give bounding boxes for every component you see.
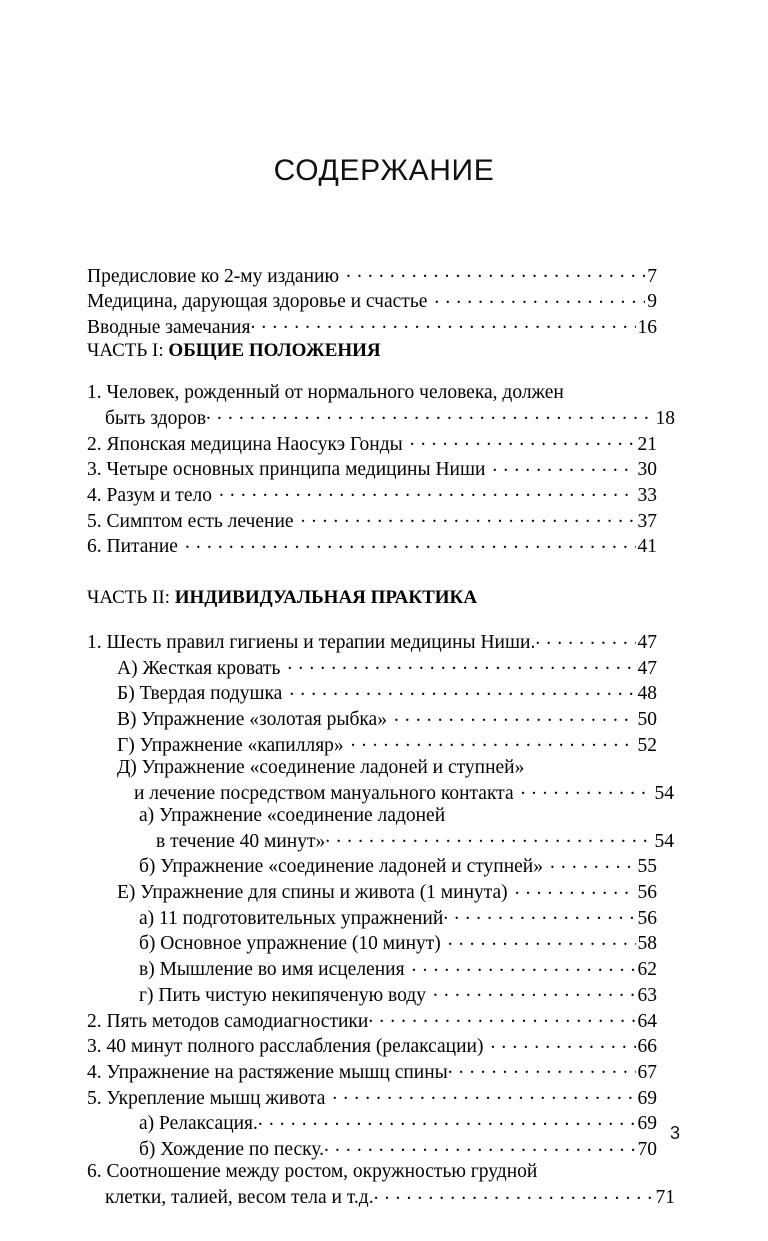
- toc-page-number: 69: [637, 1113, 657, 1135]
- toc-entry-label: 5. Симптом есть лечение: [87, 510, 294, 532]
- toc-page-number: 33: [637, 484, 657, 506]
- toc-entry[interactable]: [87, 430, 657, 456]
- toc-entry-label: 3. 40 минут полного расслабления (релаксации): [87, 1036, 484, 1058]
- toc-page-number: 18: [655, 407, 675, 429]
- toc-page-number: 9: [647, 291, 657, 313]
- toc-entry[interactable]: [139, 804, 674, 853]
- dot-leader: [550, 853, 636, 873]
- dot-leader: [332, 1084, 635, 1104]
- toc-entry[interactable]: [139, 1136, 657, 1162]
- toc-page-number: 66: [637, 1036, 657, 1058]
- dot-leader: [521, 779, 653, 799]
- toc-entry-row: [117, 680, 657, 706]
- toc-entry-row: [139, 1110, 657, 1136]
- dot-leader: [412, 956, 636, 976]
- toc-page-number: 58: [637, 933, 657, 955]
- toc-page-number: 63: [637, 984, 657, 1006]
- toc-entry-row: [139, 1136, 657, 1162]
- part-name: ИНДИВИДУАЛЬНАЯ ПРАКТИКА: [174, 586, 478, 608]
- toc-entry-label: 4. Упражнение на растяжение мышц спины: [87, 1061, 448, 1083]
- toc-page-number: 56: [637, 882, 657, 904]
- toc-entry-label: г) Пить чистую некипяченую воду: [139, 984, 426, 1006]
- dot-leader: [325, 827, 652, 847]
- toc-entry-label: Предисловие ко 2-му изданию: [87, 265, 340, 287]
- toc-entry[interactable]: [87, 1161, 675, 1209]
- toc-entry-label: быть здоров: [105, 407, 207, 429]
- toc-entry-row: [105, 1184, 675, 1210]
- toc-page-number: 62: [637, 959, 657, 981]
- dot-leader: [219, 481, 636, 501]
- toc-entry-label: Медицина, дарующая здоровье и счастье: [87, 291, 428, 313]
- toc-entry[interactable]: [87, 1033, 657, 1059]
- part-label: ЧАСТЬ I:: [87, 340, 164, 362]
- toc-entry-first-line: Д) Упражнение «соединение ладоней и ступней»: [117, 757, 525, 779]
- dot-leader: [351, 731, 636, 751]
- toc-entry-row: [87, 430, 657, 456]
- toc-entry-row: [117, 706, 657, 732]
- toc-entry[interactable]: [139, 956, 657, 982]
- toc-entry[interactable]: [87, 1084, 657, 1110]
- part-entries: [87, 382, 675, 558]
- toc-entry[interactable]: [139, 904, 657, 930]
- toc-page-number: 21: [637, 433, 657, 455]
- toc-entry-row: [139, 904, 657, 930]
- toc-page-number: 48: [637, 683, 657, 705]
- toc-page-number: 50: [637, 709, 657, 731]
- toc-entry[interactable]: [139, 981, 657, 1007]
- dot-leader: [434, 288, 645, 308]
- toc-entry-label: б) Основное упражнение (10 минут): [139, 933, 441, 955]
- dot-leader: [492, 456, 635, 476]
- toc-entry-label: В) Упражнение «золотая рыбка»: [117, 709, 387, 731]
- toc-entry-row: [139, 981, 657, 1007]
- toc-page-number: 70: [637, 1139, 657, 1161]
- part-heading: [87, 586, 657, 610]
- toc-entry[interactable]: [87, 262, 657, 288]
- part-entries: [87, 629, 675, 1210]
- toc-entry[interactable]: [87, 1007, 657, 1033]
- toc-page-number: 54: [654, 782, 674, 804]
- dot-leader: [258, 1110, 636, 1130]
- toc-entry-label: б) Хождение по песку.: [139, 1139, 325, 1161]
- toc-entry[interactable]: [117, 654, 657, 680]
- toc-entry-label: клетки, талией, весом тела и т.д.: [105, 1187, 374, 1208]
- toc-entry-first-line: 6. Соотношение между ростом, окружностью грудной: [87, 1161, 538, 1183]
- toc-page-number: 47: [637, 632, 657, 654]
- part-label: ЧАСТЬ II:: [87, 586, 170, 608]
- toc-entry-row: [117, 654, 657, 680]
- dot-leader: [448, 1058, 636, 1078]
- dot-leader: [374, 1184, 654, 1204]
- toc-entry[interactable]: [87, 382, 675, 430]
- toc-entry-row: [134, 779, 674, 805]
- toc-entry-row: [139, 930, 657, 956]
- part-name: ОБЩИЕ ПОЛОЖЕНИЯ: [168, 340, 381, 362]
- toc-entry[interactable]: [117, 879, 657, 905]
- toc-page-number: 56: [637, 907, 657, 929]
- toc-entry-label: б) Упражнение «соединение ладоней и ступней»: [139, 856, 543, 878]
- toc-entry-row: [87, 629, 657, 655]
- toc-entry-label: А) Жесткая кровать: [117, 657, 281, 679]
- dot-leader: [394, 706, 636, 726]
- toc-entry-row: [156, 827, 674, 853]
- toc-entry-row: [117, 731, 657, 757]
- toc-entry[interactable]: [117, 731, 657, 757]
- toc-entry-row: [87, 1033, 657, 1059]
- toc-entry-row: [87, 1007, 657, 1033]
- toc-entry-row: [87, 507, 657, 533]
- toc-entry[interactable]: [117, 680, 657, 706]
- toc-entry-row: [87, 1058, 657, 1084]
- toc-entry[interactable]: [87, 313, 657, 339]
- toc-entry[interactable]: [117, 706, 657, 732]
- toc-entry-first-line: а) Упражнение «соединение ладоней: [139, 804, 446, 826]
- toc-entry-label: Вводные замечания: [87, 316, 251, 338]
- toc-entry-row: [105, 404, 675, 430]
- dot-leader: [490, 1033, 635, 1053]
- dot-leader: [448, 930, 636, 950]
- toc-page-number: 41: [637, 536, 657, 558]
- dot-leader: [287, 654, 635, 674]
- toc-entry[interactable]: [87, 629, 657, 655]
- part-heading: [87, 339, 657, 363]
- toc-entry-label: 6. Питание: [87, 536, 178, 558]
- toc-entry-row: [87, 1084, 657, 1110]
- dot-leader: [301, 507, 636, 527]
- toc-entry-row: [139, 956, 657, 982]
- toc-entry-first-line: 1. Человек, рожденный от нормального человека, должен: [87, 382, 564, 404]
- page-title: СОДЕРЖАНИЕ: [273, 154, 495, 187]
- toc-entry-row: [87, 456, 657, 482]
- front-matter-block: [87, 262, 657, 339]
- toc-entry-row: [87, 533, 657, 559]
- toc-entry-label: Г) Упражнение «капилляр»: [117, 734, 344, 756]
- dot-leader: [289, 680, 635, 700]
- toc-page-number: 37: [637, 510, 657, 532]
- toc-entry-label: 4. Разум и тело: [87, 484, 212, 506]
- toc-page-number: 30: [637, 459, 657, 481]
- toc-entry[interactable]: [87, 1058, 657, 1084]
- toc-entry-label: 3. Четыре основных принципа медицины Ниши: [87, 459, 486, 481]
- toc-entry[interactable]: [117, 757, 674, 805]
- toc-entry-label: Е) Упражнение для спины и живота (1 минута): [117, 882, 508, 904]
- toc-entry-label: в) Мышление во имя исцеления: [139, 959, 405, 981]
- toc-page-number: 54: [654, 830, 674, 852]
- dot-leader: [515, 879, 636, 899]
- toc-page-number: 55: [637, 856, 657, 878]
- toc-entry-row: [87, 481, 657, 507]
- dot-leader: [535, 629, 635, 649]
- toc-page-number: 52: [637, 734, 657, 756]
- toc-entry-label: 1. Шесть правил гигиены и терапии медицины Ниши.: [87, 632, 536, 654]
- dot-leader: [433, 981, 636, 1001]
- toc-entry-row: [139, 853, 657, 879]
- toc-entry[interactable]: [87, 456, 657, 482]
- dot-leader: [443, 904, 635, 924]
- dot-leader: [346, 262, 645, 282]
- toc-page-number: 7: [647, 265, 657, 287]
- parts-container: [87, 339, 675, 1209]
- toc-entry-label: 5. Укрепление мышц живота: [87, 1087, 326, 1109]
- toc-entry[interactable]: [87, 288, 657, 314]
- toc-entry-row: [117, 879, 657, 905]
- toc-entry[interactable]: [87, 507, 657, 533]
- toc-entry-label: Б) Твердая подушка: [117, 683, 283, 705]
- toc-page-number: 67: [637, 1061, 657, 1083]
- toc-page-number: 64: [637, 1010, 657, 1032]
- toc-page-number: 47: [637, 657, 657, 679]
- dot-leader: [206, 404, 653, 424]
- toc-page-number: 69: [637, 1087, 657, 1109]
- toc-entry[interactable]: [87, 481, 657, 507]
- toc-entry[interactable]: [139, 930, 657, 956]
- toc-entry-label: 2. Японская медицина Наосукэ Гонды: [87, 433, 403, 455]
- toc-entry-label: в течение 40 минут»: [156, 830, 326, 852]
- toc-entry[interactable]: [139, 853, 657, 879]
- toc-entry-label: и лечение посредством мануального контакта: [134, 782, 514, 804]
- toc-page-number: 71: [655, 1187, 675, 1208]
- toc-entry-label: а) 11 подготовительных упражнений: [139, 907, 444, 929]
- dot-leader: [185, 533, 636, 553]
- toc-entry-label: 2. Пять методов самодиагностики: [87, 1010, 369, 1032]
- toc-content: [87, 262, 675, 1209]
- toc-page-number: 16: [637, 316, 657, 338]
- toc-entry-row: [87, 262, 657, 288]
- dot-leader: [324, 1136, 635, 1156]
- toc-entry[interactable]: [139, 1110, 657, 1136]
- page-number: 3: [669, 1123, 680, 1143]
- dot-leader: [250, 313, 635, 333]
- toc-entry[interactable]: [87, 533, 657, 559]
- dot-leader: [368, 1007, 635, 1027]
- dot-leader: [410, 430, 636, 450]
- toc-entry-label: а) Релаксация.: [139, 1113, 258, 1135]
- toc-entry-row: [87, 313, 657, 339]
- toc-entry-row: [87, 288, 657, 314]
